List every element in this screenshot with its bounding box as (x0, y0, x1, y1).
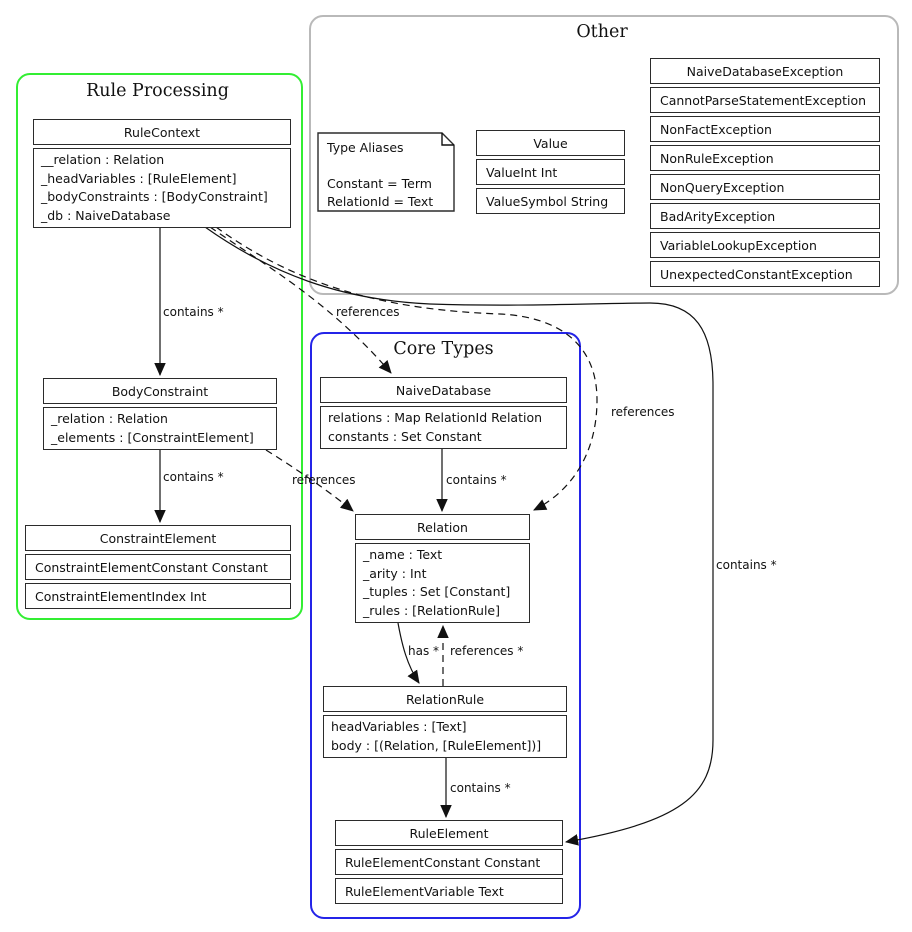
field: _bodyConstraints : [BodyConstraint] (41, 189, 268, 204)
class-naivedatabase-name: NaiveDatabase (320, 377, 567, 403)
constructor-row: NonQueryException (650, 174, 880, 200)
class-rulecontext-fields (33, 148, 291, 228)
class-naivedatabase-fields (320, 406, 567, 449)
constructor-row: UnexpectedConstantException (650, 261, 880, 287)
class-value (476, 130, 625, 214)
group-title-rule-processing: Rule Processing (86, 81, 229, 101)
edge-label-contains-3: contains * (163, 470, 224, 484)
type-aliases-note-line: RelationId = Text (327, 194, 434, 209)
class-rulecontext-name: RuleContext (33, 119, 291, 145)
class-naivedatabaseexception-name: NaiveDatabaseException (650, 58, 880, 84)
constructor-row: CannotParseStatementException (650, 87, 880, 113)
constructor-row: ValueSymbol String (476, 188, 625, 214)
class-bodyconstraint (43, 378, 277, 450)
class-bodyconstraint-name: BodyConstraint (43, 378, 277, 404)
edge-label-references-1: references (336, 305, 400, 319)
constructor-row: NonRuleException (650, 145, 880, 171)
class-ruleelement (335, 820, 563, 904)
edge-label-contains-5: contains * (450, 781, 511, 795)
class-constraintelement (25, 525, 291, 609)
class-relation-name: Relation (355, 514, 530, 540)
constructor-row: RuleElementVariable Text (335, 878, 563, 904)
edge-label-references-2: references (611, 405, 675, 419)
group-title-core-types: Core Types (393, 339, 494, 359)
class-value-name: Value (476, 130, 625, 156)
field: headVariables : [Text] (331, 719, 467, 734)
type-aliases-note-line: Constant = Term (327, 176, 432, 191)
constructor-row: BadArityException (650, 203, 880, 229)
field: _headVariables : [RuleElement] (41, 170, 237, 186)
field: _elements : [ConstraintElement] (51, 429, 254, 445)
field: _name : Text (363, 547, 443, 562)
field: _tuples : Set [Constant] (363, 584, 511, 599)
edge-label-references-3: references (292, 473, 356, 487)
class-naivedatabase (320, 377, 567, 449)
field: __relation : Relation (41, 152, 165, 167)
field: relations : Map RelationId Relation (328, 410, 543, 425)
field: _db : NaiveDatabase (41, 207, 171, 223)
class-naivedatabaseexception (650, 58, 880, 287)
class-rulecontext (33, 119, 291, 228)
constructor-row: RuleElementConstant Constant (335, 849, 563, 875)
edge-label-contains-2: contains * (716, 558, 777, 572)
class-relationrule (323, 686, 567, 758)
constructor-row: NonFactException (650, 116, 880, 142)
constructor-row: ValueInt Int (476, 159, 625, 185)
field: _relation : Relation (51, 411, 168, 426)
class-relation-fields (355, 543, 530, 623)
class-relation (355, 514, 530, 623)
edge-label-contains-1: contains * (163, 305, 224, 319)
edge-label-references-4: references * (450, 644, 524, 658)
field: body : [(Relation, [RuleElement])] (331, 737, 542, 753)
constructor-row: ConstraintElementConstant Constant (25, 554, 291, 580)
field: constants : Set Constant (328, 428, 482, 444)
edge-label-contains-4: contains * (446, 473, 507, 487)
group-title-other: Other (576, 22, 628, 42)
field: _arity : Int (363, 565, 427, 581)
class-constraintelement-name: ConstraintElement (25, 525, 291, 551)
class-ruleelement-name: RuleElement (335, 820, 563, 846)
constructor-row: ConstraintElementIndex Int (25, 583, 291, 609)
field: _rules : [RelationRule] (363, 602, 500, 618)
class-bodyconstraint-fields (43, 407, 277, 450)
edge-label-has: has * (408, 644, 440, 658)
constructor-row: VariableLookupException (650, 232, 880, 258)
type-aliases-note-title: Type Aliases (327, 140, 404, 155)
class-relationrule-name: RelationRule (323, 686, 567, 712)
class-relationrule-fields (323, 715, 567, 758)
